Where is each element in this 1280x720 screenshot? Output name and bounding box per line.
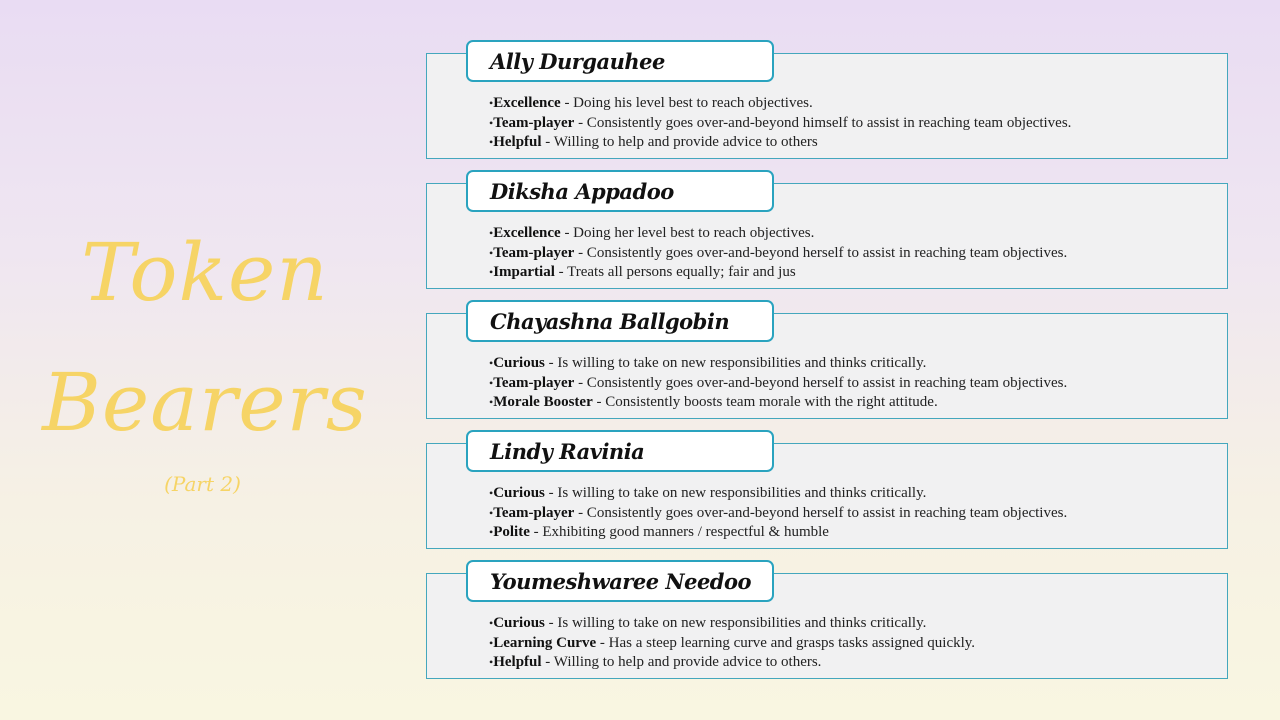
- bullet-icon: •: [489, 115, 494, 130]
- bearer-name-tab: [466, 430, 774, 472]
- title-block: [0, 0, 420, 720]
- trait-list: [489, 484, 1067, 543]
- trait-name: Team-player: [493, 504, 575, 521]
- trait-list: [489, 614, 975, 673]
- trait-name: Excellence: [493, 225, 561, 241]
- trait-item: [489, 114, 1071, 134]
- bearer-name-tab: [466, 40, 774, 82]
- trait-description: - Doing her level best to reach objectives.: [560, 225, 815, 241]
- trait-description: - Willing to help and provide advice to others.: [541, 654, 822, 671]
- trait-description: - Willing to help and provide advice to others: [541, 134, 818, 151]
- trait-description: - Consistently goes over-and-beyond herself to assist in reaching team objectives.: [574, 504, 1068, 521]
- bullet-icon: •: [489, 135, 494, 150]
- bullet-icon: •: [489, 96, 494, 110]
- trait-list: [489, 94, 1071, 153]
- bullet-icon: •: [489, 265, 494, 280]
- trait-description: - Consistently goes over-and-beyond herself to assist in reaching team objectives.: [574, 374, 1068, 391]
- trait-name: Learning Curve: [493, 634, 597, 651]
- bearer-name-tab: [466, 560, 774, 602]
- trait-list: [489, 354, 1067, 413]
- trait-name: Polite: [493, 524, 530, 541]
- bullet-icon: •: [489, 635, 494, 650]
- bullet-icon: •: [489, 486, 494, 500]
- trait-name: Helpful: [493, 134, 542, 151]
- trait-description: - Has a steep learning curve and grasps tasks assigned quickly.: [596, 634, 976, 651]
- trait-name: Team-player: [493, 244, 575, 261]
- bullet-icon: •: [489, 356, 494, 370]
- trait-description: - Doing his level best to reach objectives.: [560, 95, 813, 111]
- trait-description: - Exhibiting good manners / respectful & humble: [529, 524, 829, 541]
- bullet-icon: •: [489, 616, 494, 630]
- title-line-1: Token: [81, 226, 329, 319]
- bearer-name: Ally Durgauhee: [490, 48, 665, 74]
- bullet-icon: •: [489, 395, 494, 410]
- trait-description: - Consistently goes over-and-beyond herself to assist in reaching team objectives.: [574, 244, 1068, 261]
- trait-item: [489, 504, 1067, 524]
- trait-item: [489, 224, 1067, 244]
- trait-name: Impartial: [493, 264, 555, 281]
- bullet-icon: •: [489, 525, 494, 540]
- trait-name: Curious: [493, 355, 545, 371]
- trait-item: [489, 523, 1067, 543]
- bearer-name-tab: [466, 300, 774, 342]
- bearer-name-tab: [466, 170, 774, 212]
- trait-item: [489, 94, 1071, 114]
- trait-name: Team-player: [493, 114, 575, 131]
- trait-name: Morale Booster: [493, 394, 593, 411]
- subtitle: (Part 2): [164, 472, 241, 496]
- trait-item: [489, 614, 975, 634]
- bearer-name: Chayashna Ballgobin: [490, 308, 730, 334]
- trait-item: [489, 634, 975, 654]
- bullet-icon: •: [489, 375, 494, 390]
- trait-item: [489, 354, 1067, 374]
- trait-list: [489, 224, 1067, 283]
- trait-description: - Treats all persons equally; fair and jus: [554, 264, 796, 281]
- trait-name: Excellence: [493, 95, 561, 111]
- trait-name: Team-player: [493, 374, 575, 391]
- trait-item: [489, 244, 1067, 264]
- trait-description: - Is willing to take on new responsibilities and thinks critically.: [544, 355, 927, 371]
- trait-description: - Is willing to take on new responsibilities and thinks critically.: [544, 615, 927, 631]
- bearer-name: Youmeshwaree Needoo: [490, 568, 752, 594]
- trait-item: [489, 263, 1067, 283]
- bullet-icon: •: [489, 226, 494, 240]
- trait-item: [489, 133, 1071, 153]
- trait-description: - Consistently boosts team morale with the right attitude.: [592, 394, 938, 411]
- bullet-icon: •: [489, 245, 494, 260]
- trait-item: [489, 393, 1067, 413]
- bullet-icon: •: [489, 505, 494, 520]
- trait-item: [489, 653, 975, 673]
- title-line-2: Bearers: [42, 356, 368, 449]
- trait-description: - Consistently goes over-and-beyond himself to assist in reaching team objectives.: [574, 114, 1072, 131]
- bullet-icon: •: [489, 655, 494, 670]
- trait-name: Curious: [493, 615, 545, 631]
- trait-item: [489, 374, 1067, 394]
- trait-item: [489, 484, 1067, 504]
- bearer-name: Diksha Appadoo: [490, 178, 674, 204]
- trait-name: Curious: [493, 485, 545, 501]
- bearer-name: Lindy Ravinia: [490, 438, 645, 464]
- trait-description: - Is willing to take on new responsibilities and thinks critically.: [544, 485, 927, 501]
- trait-name: Helpful: [493, 654, 542, 671]
